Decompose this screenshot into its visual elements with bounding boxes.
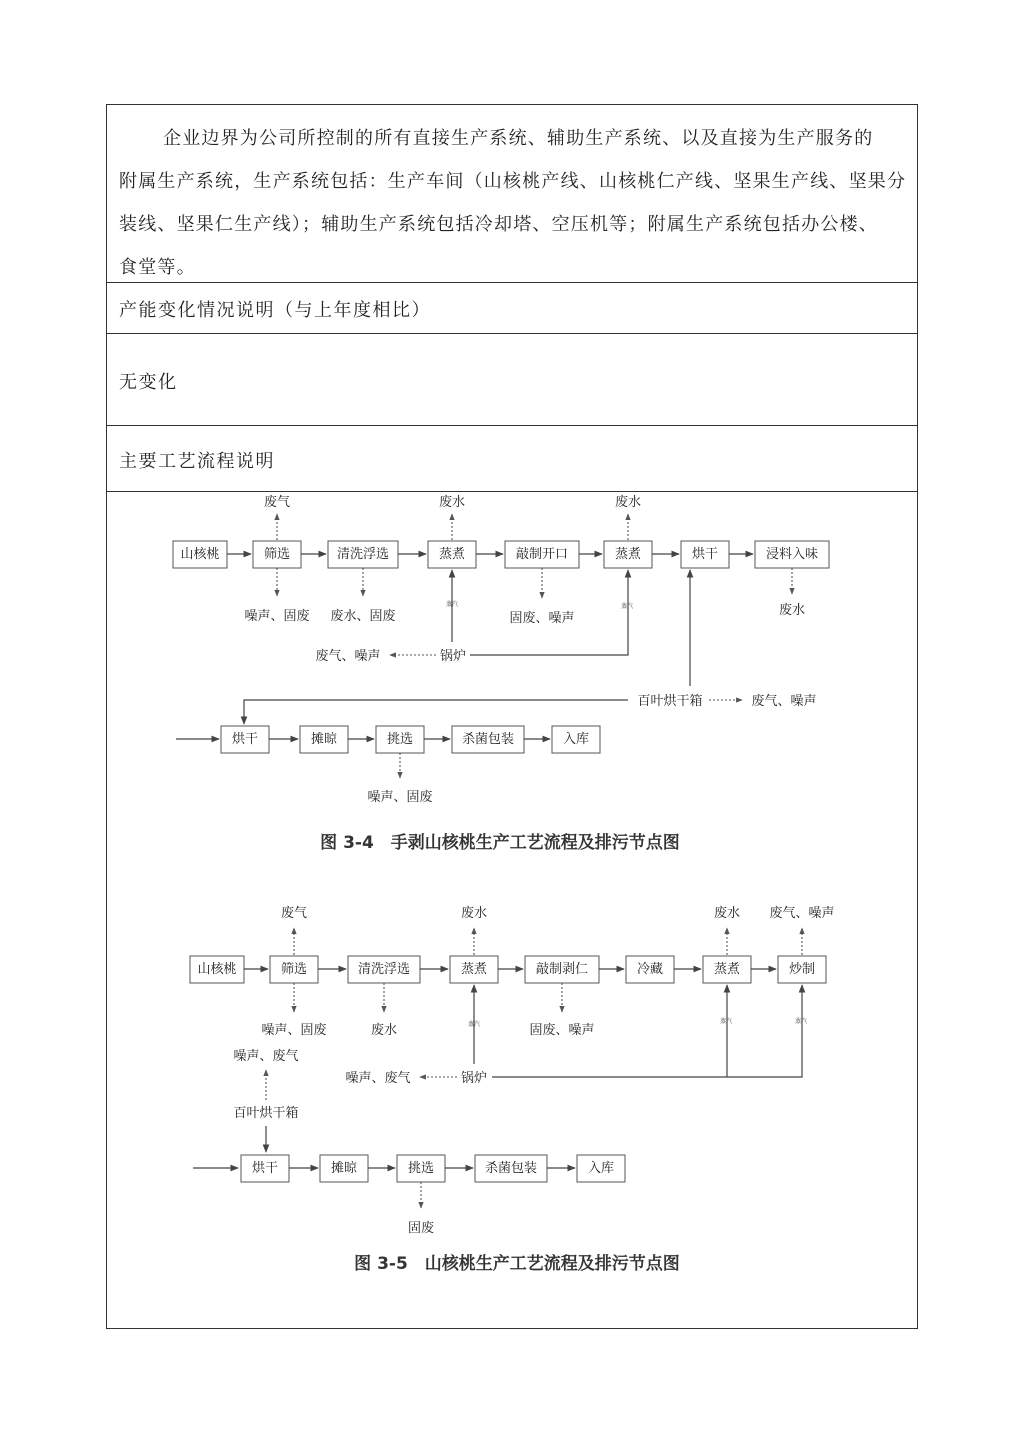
fig2-box-drying [241, 1155, 289, 1182]
svg-text:炒制: 炒制 [788, 962, 816, 977]
svg-text:浸料入味: 浸料入味 [765, 547, 819, 562]
fig1-label-wastewater-2: 废水 [614, 495, 642, 510]
fig1-label-louver-dryer: 百叶烘干箱 [637, 694, 703, 709]
fig1-box-storage [552, 726, 600, 753]
capacity-value: 无变化 [119, 372, 178, 393]
fig1-box-raw-walnut [173, 541, 227, 568]
fig1-label-steam-2: 蒸汽 [621, 603, 634, 610]
svg-text:清洗浮选: 清洗浮选 [357, 962, 411, 977]
fig2-caption: 图 3-5 山核桃生产工艺流程及排污节点图 [354, 1254, 680, 1274]
fig1-label-wastewater-solid: 废水、固废 [330, 609, 396, 624]
fig1-box-washing [328, 541, 398, 568]
svg-text:摊晾: 摊晾 [330, 1161, 358, 1176]
fig2-box-roasting [778, 956, 826, 983]
fig2-box-sorting [397, 1155, 445, 1182]
svg-text:烘干: 烘干 [231, 732, 259, 747]
fig1-dryer-feed-down [244, 700, 628, 724]
svg-text:蒸煮: 蒸煮 [460, 962, 488, 977]
fig2-box-steaming-1 [450, 956, 498, 983]
svg-text:清洗浮选: 清洗浮选 [336, 547, 390, 562]
boundary-line-1: 企业边界为公司所控制的所有直接生产系统、辅助生产系统、以及直接为生产服务的 [163, 128, 874, 149]
svg-text:筛选: 筛选 [263, 547, 291, 562]
fig1-box-drying-2 [221, 726, 269, 753]
fig1-label-exhaust-gas: 废气 [263, 495, 291, 510]
fig2-label-steam-2: 蒸汽 [720, 1018, 733, 1025]
fig1-label-wastewater-1: 废水 [438, 495, 466, 510]
fig1-box-cooling [300, 726, 348, 753]
svg-text:敲制开口: 敲制开口 [515, 547, 569, 562]
fig2-label-gas-noise: 废气、噪声 [769, 906, 835, 921]
fig2-label-exhaust-gas: 废气 [280, 906, 308, 921]
svg-text:入库: 入库 [587, 1161, 615, 1176]
fig1-box-sorting [376, 726, 424, 753]
fig2-label-steam-3: 蒸汽 [795, 1018, 808, 1025]
svg-text:烘干: 烘干 [251, 1161, 279, 1176]
fig2-label-boiler-emission: 噪声、废气 [345, 1071, 411, 1086]
svg-text:杀菌包装: 杀菌包装 [484, 1161, 538, 1176]
fig2-box-storage [577, 1155, 625, 1182]
fig2-box-refrigeration [626, 956, 674, 983]
fig2-label-louver-dryer: 百叶烘干箱 [233, 1106, 299, 1121]
fig2-label-solid-waste: 固废 [407, 1221, 435, 1236]
fig1-box-drying-1 [681, 541, 729, 568]
fig2-label-wastewater-2: 废水 [713, 906, 741, 921]
fig2-box-washing [348, 956, 420, 983]
fig1-caption: 图 3-4 手剥山核桃生产工艺流程及排污节点图 [320, 833, 680, 853]
fig2-label-boiler: 锅炉 [460, 1071, 488, 1086]
fig2-label-steam-1: 蒸汽 [468, 1021, 481, 1028]
svg-text:蒸煮: 蒸煮 [713, 962, 741, 977]
fig1-label-boiler: 锅炉 [439, 649, 467, 664]
boundary-line-3: 装线、坚果仁生产线）；辅助生产系统包括冷却塔、空压机等；附属生产系统包括办公楼、 [119, 214, 878, 235]
fig2-label-wastewater-3: 废水 [370, 1023, 398, 1038]
svg-text:挑选: 挑选 [386, 732, 414, 747]
figure-3-4 [173, 494, 829, 853]
svg-text:入库: 入库 [562, 732, 590, 747]
fig1-box-marinating [755, 541, 829, 568]
fig2-box-cooling [320, 1155, 368, 1182]
process-heading: 主要工艺流程说明 [119, 451, 275, 472]
svg-text:敲制剥仁: 敲制剥仁 [535, 962, 589, 977]
fig2-box-kernel-cracking [525, 956, 599, 983]
fig2-label-dryer-emission: 噪声、废气 [233, 1049, 299, 1064]
fig2-box-screening [270, 956, 318, 983]
figure-3-5 [190, 905, 835, 1274]
fig1-label-dryer-emission: 废气、噪声 [751, 694, 817, 709]
fig1-box-steaming-1 [428, 541, 476, 568]
svg-text:山核桃: 山核桃 [197, 962, 237, 977]
fig2-box-steaming-2 [703, 956, 751, 983]
fig1-box-cracking [505, 541, 579, 568]
boundary-line-2: 附属生产系统，生产系统包括：生产车间（山核桃产线、山核桃仁产线、坚果生产线、坚果分 [119, 171, 907, 192]
fig1-box-packaging [452, 726, 524, 753]
capacity-heading: 产能变化情况说明（与上年度相比） [119, 300, 431, 321]
fig2-label-wastewater-1: 废水 [460, 906, 488, 921]
fig2-label-solid-noise: 固废、噪声 [529, 1023, 595, 1038]
fig1-label-wastewater-3: 废水 [778, 603, 806, 618]
fig1-label-boiler-emission: 废气、噪声 [315, 649, 381, 664]
svg-text:山核桃: 山核桃 [180, 547, 220, 562]
svg-text:摊晾: 摊晾 [310, 732, 338, 747]
fig1-box-steaming-2 [604, 541, 652, 568]
svg-text:烘干: 烘干 [691, 547, 719, 562]
svg-text:杀菌包装: 杀菌包装 [461, 732, 515, 747]
fig1-label-noise-solid: 噪声、固废 [244, 609, 310, 624]
fig2-box-raw-walnut [190, 956, 244, 983]
fig1-label-steam-1: 蒸汽 [446, 601, 459, 608]
fig2-label-noise-solid: 噪声、固废 [261, 1023, 327, 1038]
boundary-line-4: 食堂等。 [119, 257, 196, 278]
fig1-label-solid-noise: 固废、噪声 [509, 611, 575, 626]
svg-text:挑选: 挑选 [407, 1161, 435, 1176]
svg-text:冷藏: 冷藏 [636, 962, 664, 977]
fig2-box-packaging [475, 1155, 547, 1182]
svg-text:蒸煮: 蒸煮 [614, 547, 642, 562]
svg-text:蒸煮: 蒸煮 [438, 547, 466, 562]
fig1-box-screening [253, 541, 301, 568]
fig1-label-sorting-emission: 噪声、固废 [367, 790, 433, 805]
svg-text:筛选: 筛选 [280, 962, 308, 977]
